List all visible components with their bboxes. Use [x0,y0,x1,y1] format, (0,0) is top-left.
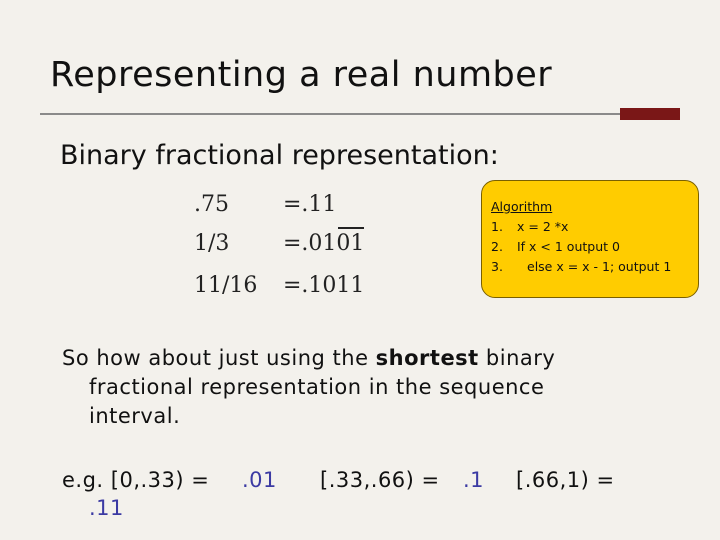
slide-title: Representing a real number [50,55,553,95]
example-interval: [.33,.66) = [320,468,440,492]
algorithm-step-text: If x < 1 output 0 [517,239,620,254]
algorithm-step-text: else x = x - 1; output 1 [527,259,672,274]
emphasis-shortest: shortest [375,346,479,370]
paragraph-text: binary [478,346,556,370]
algorithm-step-number: 1. [491,219,503,234]
algorithm-callout [481,180,699,298]
algorithm-step-text: x = 2 *x [517,219,569,234]
algorithm-step [491,257,698,277]
fraction-rhs-3: =.1011 [283,273,365,298]
title-divider [40,113,620,115]
slide-subtitle: Binary fractional representation: [60,140,499,171]
example-prefix: e.g. [0,.33) = [62,468,210,492]
example-interval: [.66,1) = [516,468,615,492]
algorithm-step-number: 2. [491,239,503,254]
title-accent-bar [620,108,680,120]
paragraph-text: So how about just using the [62,346,376,370]
fraction-lhs-2: 1/3 [194,231,230,256]
fraction-lhs-3: 11/16 [194,273,258,298]
fraction-rhs-1: =.11 [283,192,337,217]
fraction-lhs-1: .75 [194,192,229,217]
algorithm-step [491,217,698,237]
example-value: .01 [242,468,277,492]
fraction-rhs-2: =.0101 [283,231,365,256]
paragraph-text: fractional representation in the sequence [89,375,545,399]
example-value: .11 [89,496,124,520]
algorithm-step [491,237,698,257]
algorithm-heading: Algorithm [491,199,553,214]
body-paragraph [62,344,682,431]
algorithm-step-number: 3. [491,259,503,274]
example-value: .1 [463,468,485,492]
repeating-overline [338,227,364,229]
paragraph-text: interval. [89,404,181,428]
